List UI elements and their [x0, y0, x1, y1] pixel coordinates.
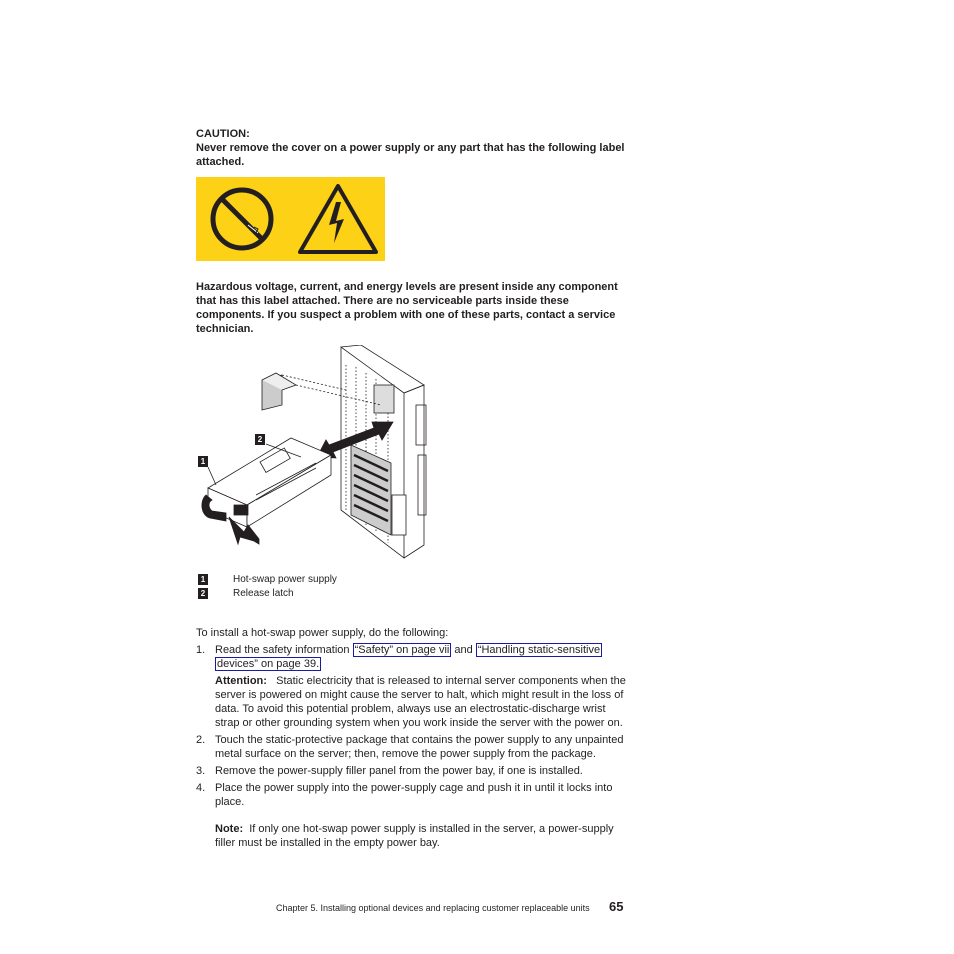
hazard-statement: Hazardous voltage, current, and energy levels are present inside any component that has this label attached. There are no serviceable parts inside these components. If you suspect a problem with one of these parts, contact a service technician. [196, 281, 618, 335]
step-number: 4. [196, 782, 206, 794]
procedure-intro: To install a hot-swap power supply, do the following: [196, 627, 449, 639]
step-number: 2. [196, 734, 206, 746]
safety-link[interactable]: “Safety” on page vii [354, 644, 450, 656]
no-entry-icon [213, 190, 271, 248]
step-text: Touch the static-protective package that contains the power supply to any unpainted metal surface on the server; then, remove the power supply from the package. [215, 734, 624, 760]
legend-item [198, 587, 498, 600]
chapter-footer: Chapter 5. Installing optional devices and replacing customer replaceable units [276, 903, 590, 913]
note-label: Note: [215, 823, 244, 835]
step-text: and [451, 644, 476, 656]
legend-text: Release latch [233, 588, 294, 599]
step-number: 3. [196, 765, 206, 777]
high-voltage-icon [300, 186, 376, 252]
attention-note [215, 674, 626, 730]
legend-number: 1 [198, 574, 208, 585]
step-1 [196, 643, 626, 730]
caution-statement: Never remove the cover on a power supply or any part that has the following label attached. [196, 142, 625, 168]
step-2 [196, 733, 626, 761]
legend-item [198, 573, 498, 586]
caution-heading: CAUTION: [196, 128, 250, 140]
static-sensitive-link[interactable]: “Handling static-sensitive [477, 644, 601, 656]
server-chassis [341, 345, 426, 558]
hazard-label [196, 177, 385, 261]
note-text: If only one hot-swap power supply is installed in the server, a power-supply filler must be installed in the empty power bay. [215, 823, 614, 849]
hazard-label-graphic [196, 177, 385, 261]
step-number: 1. [196, 644, 206, 656]
hot-swap-power-supply [202, 438, 331, 527]
legend-number: 2 [198, 588, 208, 599]
static-sensitive-link-cont[interactable]: devices” on page 39. [217, 658, 320, 670]
attention-text: Static electricity that is released to internal server components when the server is powered on might cause the server to halt, which might result in the loss of data. To avoid this potential problem, always use an electrostatic-discharge wrist strap or other grounding system when you work inside the server with the power on. [215, 675, 626, 729]
step-text: Read the safety information [215, 644, 353, 656]
power-supply-illustration [196, 345, 441, 560]
callout-2: 2 [255, 434, 265, 445]
page-number: 65 [609, 899, 624, 914]
step-text: Remove the power-supply filler panel from the power bay, if one is installed. [215, 765, 583, 777]
step-4 [196, 781, 626, 850]
note-block [215, 822, 626, 850]
attention-label: Attention: [215, 675, 267, 687]
callout-1: 1 [198, 456, 208, 467]
procedure-steps [196, 643, 626, 853]
legend-text: Hot-swap power supply [233, 574, 337, 585]
step-3 [196, 764, 626, 778]
step-text: Place the power supply into the power-supply cage and push it in until it locks into place. [215, 782, 613, 808]
